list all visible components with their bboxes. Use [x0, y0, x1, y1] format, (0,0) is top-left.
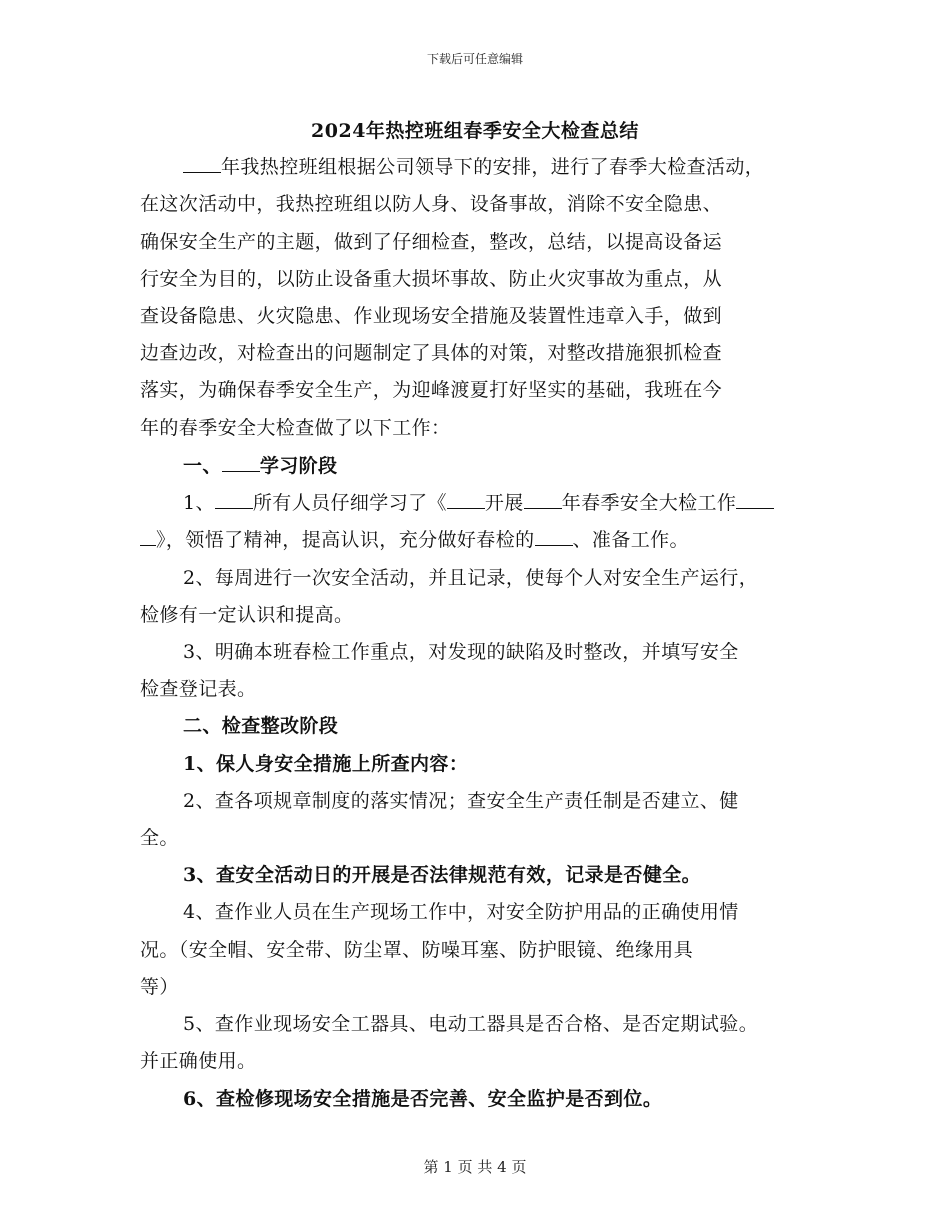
intro-line-1 — [183, 152, 764, 179]
section-2-item-5-line-2: 并正确使用。 — [140, 1050, 257, 1072]
section-1-heading-prefix: 一、 — [183, 455, 222, 477]
blank-field — [222, 457, 260, 472]
section-2-item-3: 3、查安全活动日的开展是否法律规范有效，记录是否健全。 — [183, 864, 702, 886]
section-2-heading: 二、检查整改阶段 — [183, 715, 339, 737]
blank-field — [736, 494, 774, 509]
document-title: 2024年热控班组春季安全大检查总结 — [311, 120, 639, 142]
section-1-item-2-line-2: 检修有一定认识和提高。 — [140, 604, 354, 626]
section-2-item-4-line-1: 4、查作业人员在生产现场工作中，对安全防护用品的正确使用情 — [183, 901, 739, 923]
item-text: 所有人员仔细学习了《 — [252, 492, 447, 514]
intro-line-6: 边查边改，对检查出的问题制定了具体的对策，对整改措施狠抓检查 — [140, 342, 723, 364]
section-2-item-1: 1、保人身安全措施上所查内容： — [183, 753, 469, 775]
intro-line-3: 确保安全生产的主题，做到了仔细检查，整改，总结，以提高设备运 — [140, 231, 723, 253]
section-1-item-3-line-1: 3、明确本班春检工作重点，对发现的缺陷及时整改，并填写安全 — [183, 641, 739, 663]
section-1-heading-suffix: 学习阶段 — [259, 455, 338, 477]
intro-line-5: 查设备隐患、火灾隐患、作业现场安全措施及装置性违章入手，做到 — [140, 305, 723, 327]
section-1-item-3-line-2: 检查登记表。 — [140, 678, 257, 700]
section-2-item-4-line-3: 等） — [140, 976, 179, 998]
intro-text-1: 年我热控班组根据公司领导下的安排，进行了春季大检查活动， — [221, 156, 765, 178]
item-number: 1、 — [183, 492, 215, 514]
intro-line-2: 在这次活动中，我热控班组以防人身、设备事故，消除不安全隐患、 — [140, 193, 723, 215]
section-1-item-1-line-1 — [183, 488, 774, 515]
blank-field — [447, 494, 485, 509]
section-2-item-4-line-2: 况。（安全帽、安全带、防尘罩、防噪耳塞、防护眼镜、绝缘用具 — [140, 939, 694, 961]
intro-line-8: 年的春季安全大检查做了以下工作： — [140, 417, 451, 439]
section-1-heading — [183, 451, 337, 478]
page-number: 第 1 页 共 4 页 — [423, 1158, 527, 1176]
blank-field — [215, 494, 253, 509]
section-2-item-5-line-1: 5、查作业现场安全工器具、电动工器具是否合格、是否定期试验。 — [183, 1013, 759, 1035]
intro-line-7: 落实，为确保春季安全生产，为迎峰渡夏打好坚实的基础，我班在今 — [140, 379, 723, 401]
section-1-item-1-line-2 — [140, 525, 689, 552]
blank-field — [524, 494, 562, 509]
header-note: 下载后可任意编辑 — [426, 52, 523, 66]
item-text: 年春季安全大检工作 — [561, 492, 737, 514]
section-1-item-2-line-1: 2、每周进行一次安全活动，并且记录，使每个人对安全生产运行， — [183, 567, 759, 589]
section-2-item-6: 6、查检修现场安全措施是否完善、安全监护是否到位。 — [183, 1088, 663, 1110]
blank-field — [535, 531, 573, 546]
section-2-item-2-line-1: 2、查各项规章制度的落实情况；查安全生产责任制是否建立、健 — [183, 790, 739, 812]
blank-field — [140, 531, 156, 546]
item-text: 、准备工作。 — [572, 529, 689, 551]
blank-field — [183, 158, 221, 173]
intro-line-4: 行安全为目的，以防止设备重大损坏事故、防止火灾事故为重点，从 — [140, 268, 723, 290]
section-2-item-2-line-2: 全。 — [140, 827, 179, 849]
item-text: 开展 — [484, 492, 524, 514]
item-text: 》，领悟了精神，提高认识，充分做好春检的 — [156, 529, 535, 551]
